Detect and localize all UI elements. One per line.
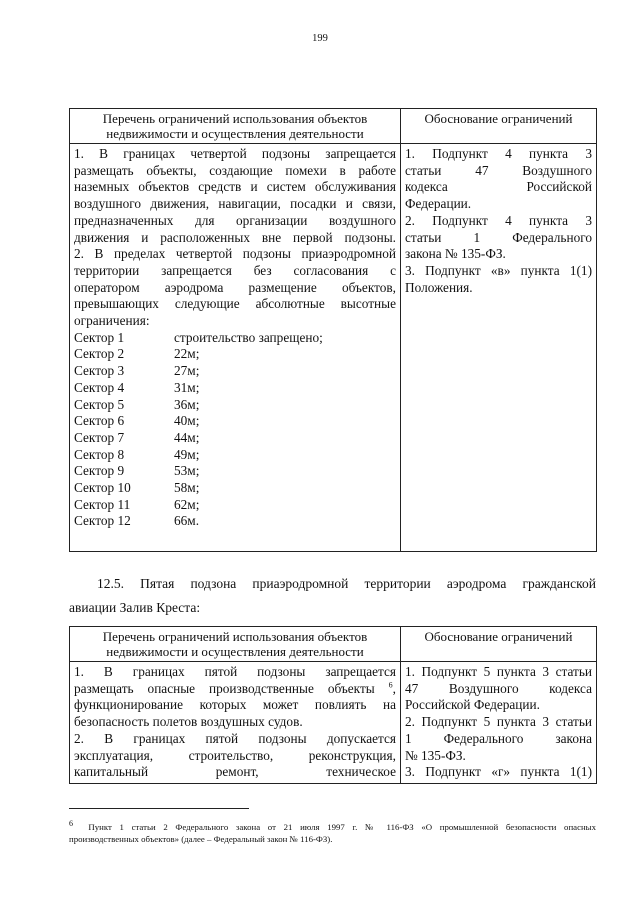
cell-line: оператором аэродрома размещение объектов, xyxy=(74,279,396,295)
sector-row xyxy=(74,497,396,514)
sector-row xyxy=(74,463,396,480)
cell-line: закона № 135-ФЗ. xyxy=(405,246,506,262)
cell-line: эксплуатация, строительство, реконструкция, xyxy=(74,747,396,763)
cell-line: Положения. xyxy=(405,279,473,295)
sector-height: 44м; xyxy=(174,429,200,445)
cell-line: 47 Воздушного кодекса xyxy=(405,680,592,696)
sector-row xyxy=(74,447,396,464)
cell-line: 1. Подпункт 5 пункта 3 статьи xyxy=(405,664,592,679)
cell-line: размещать объекты, создающие помехи в работе xyxy=(74,162,396,178)
sector-height: 22м; xyxy=(174,346,200,362)
sector-name: Сектор 5 xyxy=(74,396,125,412)
table-row xyxy=(70,662,597,784)
sector-row xyxy=(74,480,396,497)
cell-line: воздушного движения, навигации, посадки и связи, xyxy=(74,196,396,212)
sector-row xyxy=(74,513,396,530)
header-justification: Обоснование ограничений xyxy=(401,627,597,662)
sector-name: Сектор 8 xyxy=(74,446,125,462)
cell-line: предназначенных для организации воздушного xyxy=(74,212,396,228)
sector-row xyxy=(74,363,396,380)
sector-height: 40м; xyxy=(174,413,200,429)
cell-line-text: размещать опасные производственные объекты xyxy=(74,680,375,696)
footnote-divider xyxy=(69,808,249,809)
sector-row xyxy=(74,397,396,414)
cell-line-tail: , xyxy=(392,680,396,696)
justification-cell xyxy=(401,144,597,552)
sector-height: 62м; xyxy=(174,496,200,512)
sector-row xyxy=(74,413,396,430)
sector-name: Сектор 11 xyxy=(74,496,131,512)
paragraph-line: авиации Залив Креста: xyxy=(69,600,201,615)
justification-cell xyxy=(401,662,597,784)
cell-line: 3. Подпункт «в» пункта 1(1) xyxy=(405,262,592,278)
cell-line: 2. Подпункт 4 пункта 3 xyxy=(405,212,592,228)
cell-line: капитальный ремонт, техническое xyxy=(74,764,396,780)
sector-row xyxy=(74,430,396,447)
table-header-row xyxy=(70,627,597,662)
cell-line: статьи 1 Федерального xyxy=(405,229,592,245)
cell-line: 1. В границах пятой подзоны запрещается xyxy=(74,664,396,679)
sector-row xyxy=(74,380,396,397)
sector-height: 36м; xyxy=(174,396,200,412)
sector-height: 49м; xyxy=(174,446,200,462)
sector-name: Сектор 1 xyxy=(74,329,125,345)
restrictions-cell xyxy=(70,662,401,784)
cell-line xyxy=(74,681,396,698)
section-paragraph xyxy=(69,572,596,620)
sector-height: 27м; xyxy=(174,363,200,379)
cell-line: 2. Подпункт 5 пункта 3 статьи xyxy=(405,714,592,730)
sector-name: Сектор 2 xyxy=(74,346,125,362)
cell-line: 1. В границах четвертой подзоны запрещается xyxy=(74,146,396,161)
sector-name: Сектор 7 xyxy=(74,429,125,445)
table-row xyxy=(70,144,597,552)
sector-name: Сектор 12 xyxy=(74,513,131,529)
sector-name: Сектор 4 xyxy=(74,379,125,395)
cell-line: статьи 47 Воздушного xyxy=(405,162,592,178)
footnote-line: производственных объектов» (далее – Федеральный закон № 116-ФЗ). xyxy=(69,834,333,844)
page-number: 199 xyxy=(312,33,328,44)
table-header-row xyxy=(70,109,597,144)
paragraph-line: 12.5. Пятая подзона приаэродромной территории аэродрома гражданской xyxy=(97,576,596,591)
cell-line: превышающих следующие абсолютные высотные xyxy=(74,296,396,312)
cell-line: 1 Федерального закона xyxy=(405,730,592,746)
header-restrictions xyxy=(70,109,401,144)
cell-line: ограничения: xyxy=(74,313,150,329)
footnote-ref: 6 xyxy=(388,680,393,690)
cell-line: Российской Федерации. xyxy=(405,697,540,713)
footnote-text: Пункт 1 статьи 2 Федерального закона от 21 июля 1997 г. № 116-ФЗ «О промышленной безопасности опасных xyxy=(88,822,596,832)
cell-line: кодекса Российской xyxy=(405,179,592,195)
header-restrictions xyxy=(70,627,401,662)
sector-name: Сектор 9 xyxy=(74,463,125,479)
cell-line: 1. Подпункт 4 пункта 3 xyxy=(405,146,592,161)
restrictions-table-zone4 xyxy=(69,108,597,552)
cell-line: территории запрещается без согласования с xyxy=(74,262,396,278)
sector-height: 58м; xyxy=(174,480,200,496)
sector-name: Сектор 6 xyxy=(74,413,125,429)
sector-height: 53м; xyxy=(174,463,200,479)
header-justification: Обоснование ограничений xyxy=(401,109,597,144)
sector-row xyxy=(74,330,396,347)
sector-height: строительство запрещено; xyxy=(174,329,323,345)
cell-line: Федерации. xyxy=(405,196,472,212)
sector-name: Сектор 3 xyxy=(74,363,125,379)
cell-line: 2. В пределах четвертой подзоны приаэродромной xyxy=(74,246,396,262)
cell-line: функционирование которых может повлиять на xyxy=(74,697,396,713)
sector-name: Сектор 10 xyxy=(74,480,131,496)
restrictions-cell xyxy=(70,144,401,552)
footnote-marker: 6 xyxy=(69,819,73,829)
cell-line: № 135-ФЗ. xyxy=(405,747,466,763)
footnote xyxy=(69,821,596,845)
header-line: недвижимости и осуществления деятельности xyxy=(106,126,364,141)
restrictions-table-zone5 xyxy=(69,626,597,784)
cell-line: движения и расположенных вне первой подзоны. xyxy=(74,229,396,245)
footnote-line xyxy=(69,821,596,833)
cell-line: 3. Подпункт «г» пункта 1(1) xyxy=(405,764,592,780)
cell-line: 2. В границах пятой подзоны допускается xyxy=(74,730,396,746)
sector-height: 66м. xyxy=(174,513,200,529)
sector-height: 31м; xyxy=(174,379,200,395)
cell-line: безопасность полетов воздушных судов. xyxy=(74,714,303,730)
header-line: Перечень ограничений использования объектов xyxy=(102,629,368,644)
cell-line: наземных объектов средств и систем обслуживания xyxy=(74,179,396,195)
header-line: недвижимости и осуществления деятельности xyxy=(106,644,364,659)
header-line: Перечень ограничений использования объектов xyxy=(102,111,368,126)
sector-row xyxy=(74,346,396,363)
